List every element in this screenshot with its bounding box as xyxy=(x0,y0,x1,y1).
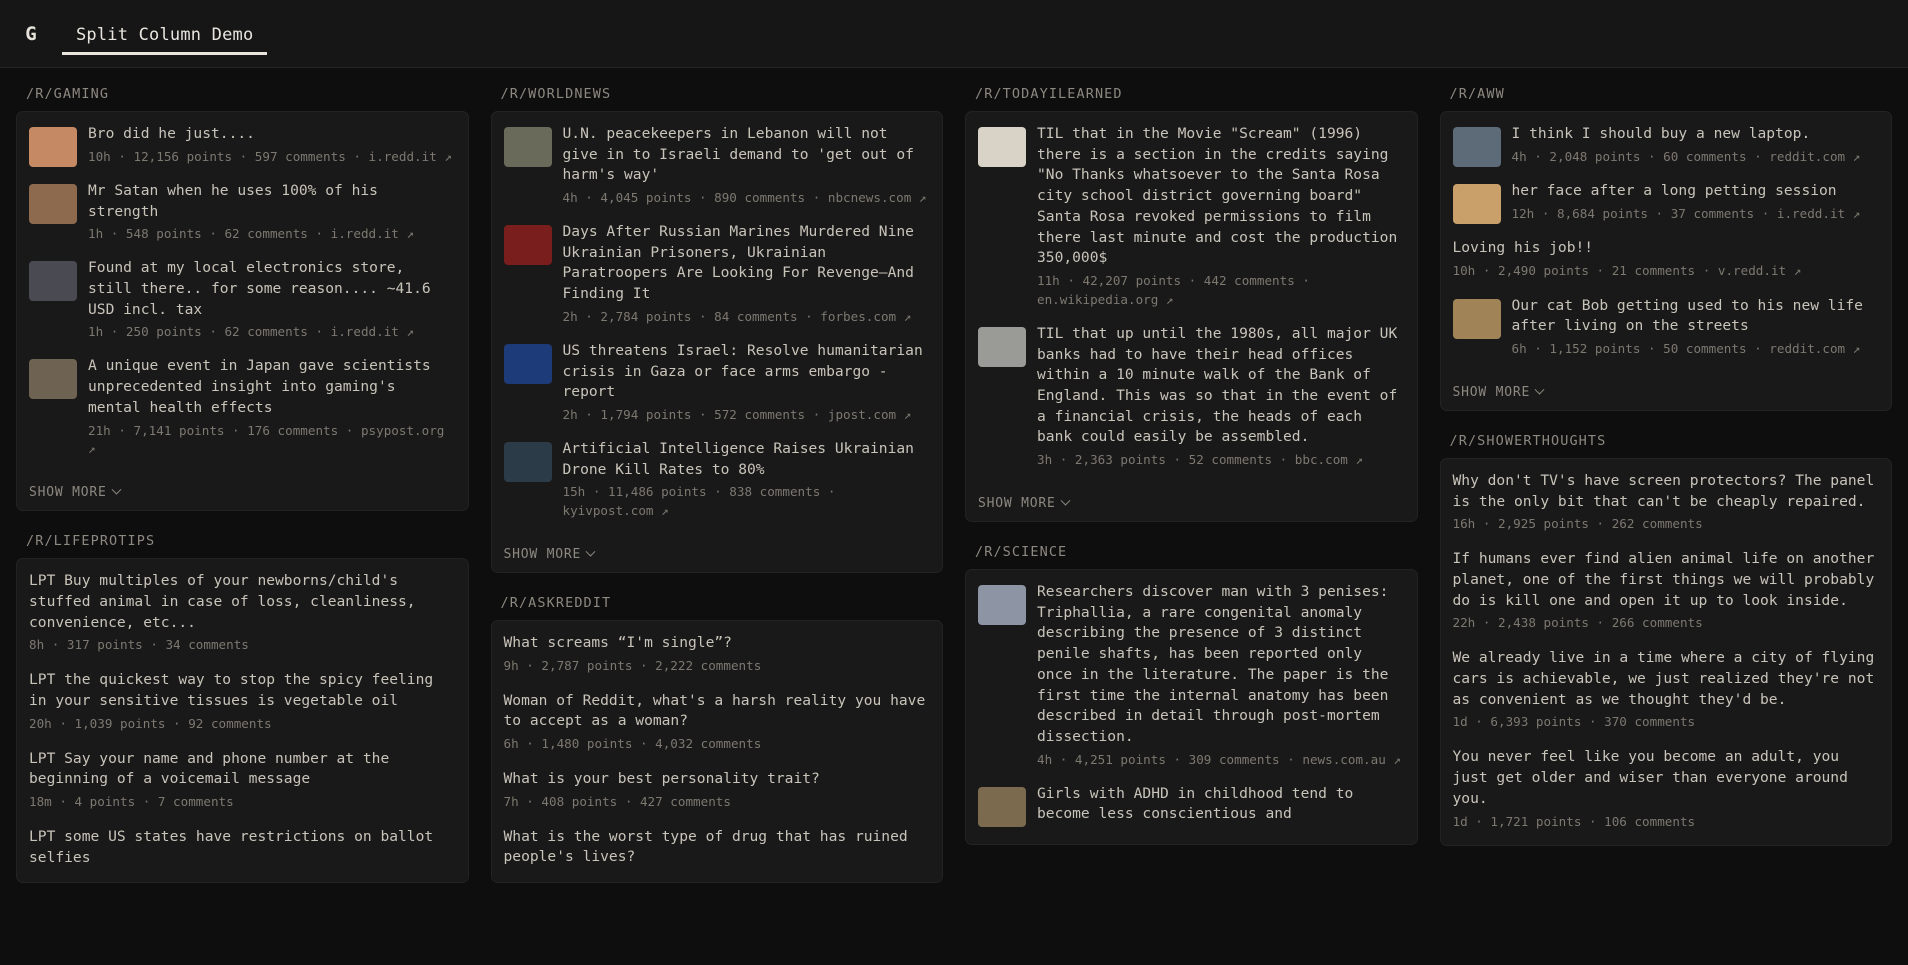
post-body xyxy=(1037,124,1405,310)
post-title[interactable]: TIL that in the Movie "Scream" (1996) there is a section in the credits saying "No Thanks whatsoever to the Santa Rosa city school district governing board" Santa Rosa revoked permissions to film there last minute and cost the production 350,000$ xyxy=(1037,125,1398,267)
tab-split-column-demo[interactable]: Split Column Demo xyxy=(62,18,267,55)
post-meta: 20h · 1,039 points · 92 comments xyxy=(29,715,272,731)
post-meta: 4h · 4,251 points · 309 comments · news.com.au ↗ xyxy=(1037,751,1401,767)
list-item[interactable] xyxy=(29,258,456,342)
list-item[interactable] xyxy=(1453,549,1880,633)
post-title[interactable]: LPT the quickest way to stop the spicy feeling in your sensitive tissues is vegetable oil xyxy=(29,671,434,710)
post-body xyxy=(504,769,931,812)
post-title[interactable]: Researchers discover man with 3 penises: Triphallia, a rare congenital anomaly describing the presence of 3 distinct penile shafts, has been reported only once in the literature. The paper is the first time the internal anatomy has been described in detail through post-mortem dissection. xyxy=(1037,583,1389,746)
post-body xyxy=(88,124,456,167)
list-item[interactable] xyxy=(504,124,931,208)
list-item[interactable] xyxy=(1453,181,1880,224)
post-meta: 1h · 250 points · 62 comments · i.redd.it ↗ xyxy=(88,324,415,340)
list-item[interactable] xyxy=(1453,648,1880,732)
post-title[interactable]: Loving his job!! xyxy=(1452,239,1594,256)
top-bar xyxy=(0,0,1908,68)
post-meta: 8h · 317 points · 34 comments xyxy=(29,637,249,653)
post-meta: 2h · 2,784 points · 84 comments · forbes.com ↗ xyxy=(562,308,912,324)
post-thumbnail[interactable] xyxy=(504,225,552,265)
post-title[interactable]: Days After Russian Marines Murdered Nine Ukrainian Prisoners, Ukrainian Paratroopers Are Looking For Revenge—And Finding It xyxy=(562,223,914,303)
list-item[interactable] xyxy=(504,827,931,868)
subreddit-title[interactable]: /R/WORLDNEWS xyxy=(500,86,612,102)
post-title[interactable]: LPT Buy multiples of your newborns/child's stuffed animal in case of loss, cleanliness, convenience, etc... xyxy=(29,572,416,631)
post-meta: 6h · 1,152 points · 50 comments · reddit.com ↗ xyxy=(1511,341,1861,357)
post-body xyxy=(29,670,456,733)
show-more-button[interactable] xyxy=(29,485,120,500)
post-title[interactable]: Why don't TV's have screen protectors? The panel is the only bit that can't be cheaply repaired. xyxy=(1452,471,1875,510)
post-body xyxy=(1512,124,1880,167)
list-item[interactable] xyxy=(504,222,931,327)
post-thumbnail[interactable] xyxy=(504,442,552,482)
post-title[interactable]: I think I should buy a new laptop. xyxy=(1511,125,1811,142)
post-thumbnail[interactable] xyxy=(29,261,77,301)
post-body xyxy=(1453,549,1880,633)
post-meta: 10h · 12,156 points · 597 comments · i.redd.it ↗ xyxy=(88,148,452,164)
list-item[interactable] xyxy=(978,582,1405,770)
post-body xyxy=(1512,296,1880,359)
post-title[interactable]: U.N. peacekeepers in Lebanon will not give in to Israeli demand to 'get out of harm's way' xyxy=(562,125,914,184)
post-title[interactable]: her face after a long petting session xyxy=(1511,182,1837,199)
column-1 xyxy=(16,86,491,965)
post-body xyxy=(88,258,456,342)
post-card xyxy=(1440,111,1893,411)
post-title[interactable]: Found at my local electronics store, still there.. for some reason.... ~41.6 USD incl. tax xyxy=(88,259,431,318)
post-title[interactable]: Woman of Reddit, what's a harsh reality you have to accept as a woman? xyxy=(503,691,926,730)
post-meta: 21h · 7,141 points · 176 comments · psypost.org ↗ xyxy=(88,422,445,457)
list-item[interactable] xyxy=(504,341,931,425)
show-more-label: SHOW MORE xyxy=(1452,384,1531,400)
post-body xyxy=(504,691,931,754)
show-more-button[interactable] xyxy=(504,547,595,562)
post-card xyxy=(16,558,469,883)
post-title[interactable]: Bro did he just.... xyxy=(88,125,255,142)
post-title[interactable]: What is your best personality trait? xyxy=(503,770,820,788)
post-card xyxy=(1440,458,1893,846)
post-body xyxy=(1512,181,1880,224)
list-item[interactable] xyxy=(29,356,456,459)
list-item[interactable] xyxy=(1453,124,1880,167)
post-title[interactable]: What screams “I'm single”? xyxy=(503,634,732,652)
post-meta: 15h · 11,486 points · 838 comments · kyivpost.com ↗ xyxy=(562,484,836,519)
list-item[interactable] xyxy=(29,181,456,244)
app-logo[interactable]: G xyxy=(25,22,37,45)
post-meta: 2h · 1,794 points · 572 comments · jpost.com ↗ xyxy=(562,406,912,422)
post-meta: 10h · 2,490 points · 21 comments · v.redd.it ↗ xyxy=(1452,262,1802,278)
post-meta: 7h · 408 points · 427 comments xyxy=(503,793,731,809)
subreddit-title[interactable]: /R/TODAYILEARNED xyxy=(975,86,1123,102)
subreddit-title[interactable]: /R/SCIENCE xyxy=(975,544,1068,561)
post-body xyxy=(1453,471,1880,534)
post-body xyxy=(1037,582,1405,770)
post-card xyxy=(491,620,944,883)
post-thumbnail[interactable] xyxy=(504,344,552,384)
list-item[interactable] xyxy=(1453,747,1880,831)
post-thumbnail[interactable] xyxy=(1453,299,1501,339)
post-body xyxy=(563,124,931,208)
post-title[interactable]: US threatens Israel: Resolve humanitarian crisis in Gaza or face arms embargo - report xyxy=(562,341,923,401)
show-more-label: SHOW MORE xyxy=(503,547,582,563)
subreddit-title[interactable]: /R/GAMING xyxy=(26,86,110,102)
post-meta: 1d · 6,393 points · 370 comments xyxy=(1452,714,1696,730)
post-body xyxy=(1453,648,1880,732)
list-item[interactable] xyxy=(504,633,931,676)
post-meta: 11h · 42,207 points · 442 comments · en.wikipedia.org ↗ xyxy=(1037,273,1310,307)
show-more-label: SHOW MORE xyxy=(29,485,107,501)
post-title[interactable]: LPT Say your name and phone number at the beginning of a voicemail message xyxy=(29,749,390,788)
post-thumbnail[interactable] xyxy=(978,787,1026,827)
subreddit-title[interactable]: /R/AWW xyxy=(1449,86,1505,102)
post-body xyxy=(88,181,456,244)
list-item[interactable] xyxy=(978,124,1405,310)
post-meta: 4h · 2,048 points · 60 comments · reddit.com ↗ xyxy=(1511,148,1861,164)
post-body xyxy=(563,222,931,327)
post-body xyxy=(1453,747,1880,831)
show-more-label: SHOW MORE xyxy=(978,496,1056,512)
post-body xyxy=(1037,784,1405,828)
post-body xyxy=(29,749,456,812)
chevron-down-icon xyxy=(1535,385,1545,395)
post-card xyxy=(965,111,1418,522)
post-title[interactable]: A unique event in Japan gave scientists unprecedented insight into gaming's mental health effects xyxy=(88,357,431,416)
list-item[interactable] xyxy=(504,439,931,521)
post-body xyxy=(563,439,931,521)
list-item[interactable] xyxy=(29,124,456,167)
post-meta: 1d · 1,721 points · 106 comments xyxy=(1452,813,1696,829)
chevron-down-icon xyxy=(111,485,121,495)
post-title[interactable]: Mr Satan when he uses 100% of his strength xyxy=(88,182,378,220)
subreddit-title[interactable]: /R/ASKREDDIT xyxy=(500,595,612,612)
subreddit-title[interactable]: /R/LIFEPROTIPS xyxy=(26,533,156,550)
post-meta: 9h · 2,787 points · 2,222 comments xyxy=(503,657,762,673)
post-card xyxy=(16,111,469,511)
show-more-button[interactable] xyxy=(1453,385,1544,400)
post-meta: 3h · 2,363 points · 52 comments · bbc.com ↗ xyxy=(1037,452,1364,468)
list-item[interactable] xyxy=(504,769,931,812)
post-thumbnail[interactable] xyxy=(29,359,77,399)
list-item[interactable] xyxy=(1453,296,1880,359)
list-item[interactable] xyxy=(1453,238,1880,281)
post-meta: 18m · 4 points · 7 comments xyxy=(29,794,234,810)
list-item[interactable] xyxy=(29,571,456,655)
post-thumbnail[interactable] xyxy=(1453,127,1501,167)
post-title[interactable]: You never feel like you become an adult, you just get older and wiser than everyone around you. xyxy=(1452,748,1848,807)
column-4 xyxy=(1440,86,1893,965)
post-card xyxy=(491,111,944,573)
show-more-button[interactable] xyxy=(978,496,1069,511)
post-thumbnail[interactable] xyxy=(978,127,1026,167)
subreddit-title[interactable]: /R/SHOWERTHOUGHTS xyxy=(1449,432,1607,449)
post-thumbnail[interactable] xyxy=(29,127,77,167)
post-body xyxy=(504,827,931,868)
post-body xyxy=(29,571,456,655)
list-item[interactable] xyxy=(978,324,1405,470)
post-title[interactable]: LPT some US states have restrictions on ballot selfies xyxy=(29,828,434,866)
post-thumbnail[interactable] xyxy=(504,127,552,167)
post-meta: 6h · 1,480 points · 4,032 comments xyxy=(503,736,762,752)
list-item[interactable] xyxy=(504,691,931,754)
post-body xyxy=(29,827,456,868)
post-body xyxy=(1037,324,1405,470)
column-3 xyxy=(965,86,1440,965)
tab-bar xyxy=(62,0,267,67)
post-title[interactable]: What is the worst type of drug that has ruined people's lives? xyxy=(503,827,908,866)
post-thumbnail[interactable] xyxy=(1453,184,1501,224)
post-title[interactable]: Girls with ADHD in childhood tend to become less conscientious and xyxy=(1037,784,1354,823)
post-meta: 12h · 8,684 points · 37 comments · i.redd.it ↗ xyxy=(1511,205,1861,221)
post-meta: 22h · 2,438 points · 266 comments xyxy=(1452,615,1703,631)
post-body xyxy=(88,356,456,459)
list-item[interactable] xyxy=(978,784,1405,828)
post-title[interactable]: Our cat Bob getting used to his new life after living on the streets xyxy=(1511,296,1863,335)
post-thumbnail[interactable] xyxy=(978,327,1026,367)
chevron-down-icon xyxy=(1060,496,1070,506)
list-item[interactable] xyxy=(29,827,456,868)
post-meta: 16h · 2,925 points · 262 comments xyxy=(1452,516,1703,532)
column-2 xyxy=(491,86,966,965)
post-title[interactable]: TIL that up until the 1980s, all major UK banks had to have their head offices within a 10 minute walk of the Bank of England. This was so that in the event of a financial crisis, the heads of each bank could easily be assembled. xyxy=(1037,324,1398,446)
chevron-down-icon xyxy=(586,547,596,557)
post-body xyxy=(1453,238,1880,281)
post-meta: 4h · 4,045 points · 890 comments · nbcnews.com ↗ xyxy=(562,190,927,206)
list-item[interactable] xyxy=(1453,471,1880,534)
post-body xyxy=(504,633,931,676)
list-item[interactable] xyxy=(29,670,456,733)
post-thumbnail[interactable] xyxy=(29,184,77,224)
post-title[interactable]: If humans ever find alien animal life on another planet, one of the first things we will probably do is kill one and open it up to look inside. xyxy=(1452,550,1875,609)
column-board xyxy=(0,68,1908,965)
post-body xyxy=(563,341,931,425)
post-title[interactable]: Artificial Intelligence Raises Ukrainian Drone Kill Rates to 80% xyxy=(562,439,914,478)
post-thumbnail[interactable] xyxy=(978,585,1026,625)
post-card xyxy=(965,569,1418,845)
post-title[interactable]: We already live in a time where a city of flying cars is achievable, we just realized they're not as convenient as we thought they'd be. xyxy=(1452,649,1875,708)
post-meta: 1h · 548 points · 62 comments · i.redd.it ↗ xyxy=(88,226,415,242)
list-item[interactable] xyxy=(29,749,456,812)
